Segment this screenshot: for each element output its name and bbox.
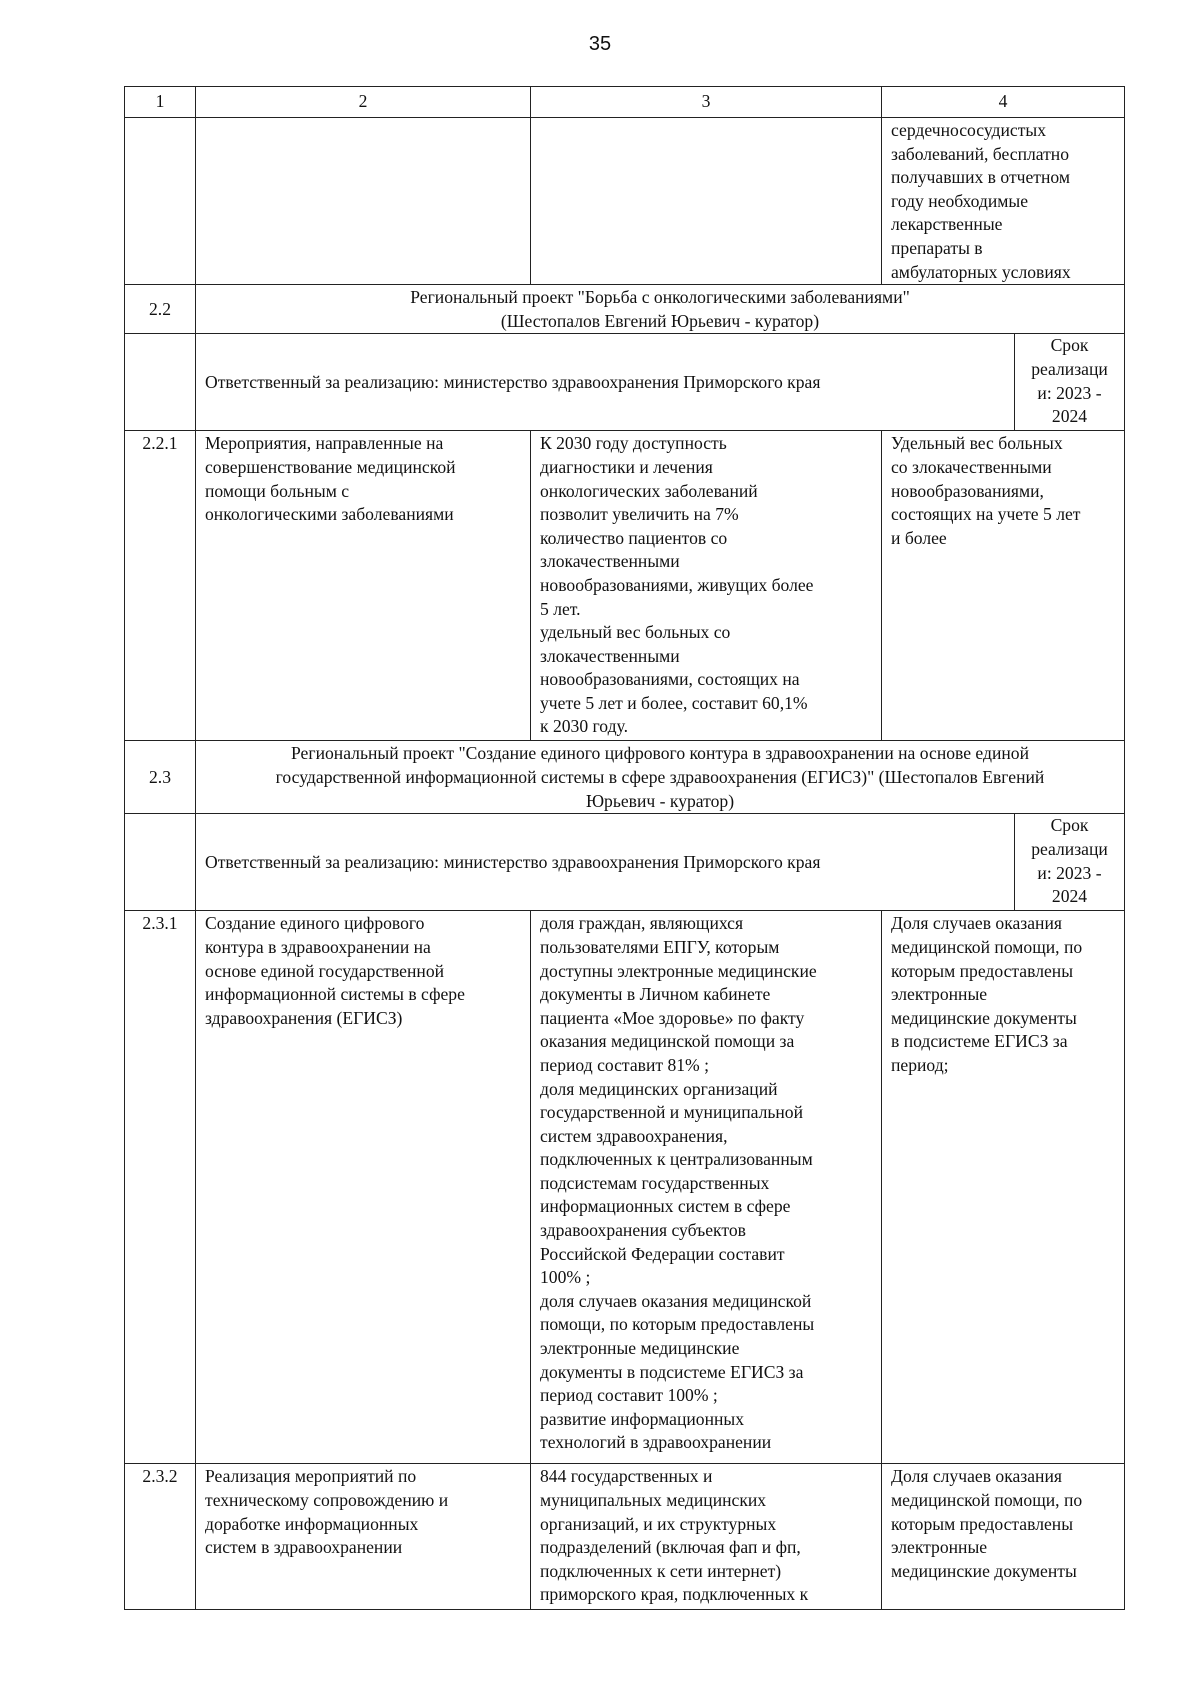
responsible-text: Ответственный за реализацию: министерство здравоохранения Приморского края (196, 334, 1015, 431)
text-line: помощи больным с (205, 480, 350, 501)
text-line: новообразованиями, (891, 480, 1044, 501)
cell-empty (125, 334, 196, 431)
page-number: 35 (588, 33, 612, 55)
text-line: период составит 81% ; (540, 1054, 709, 1075)
text-line: в подсистеме ЕГИСЗ за (891, 1031, 1068, 1052)
expected-result (531, 911, 882, 1464)
text-line: доля случаев оказания медицинской (540, 1290, 812, 1311)
cell-empty (125, 118, 196, 285)
text-line: со злокачественными (891, 456, 1052, 477)
text-line: здравоохранения (ЕГИСЗ) (205, 1007, 403, 1028)
text-line: количество пациентов со (540, 527, 728, 548)
text-line: доработке информационных (205, 1513, 419, 1534)
text-line: подключенных к централизованным (540, 1149, 813, 1170)
section-number: 2.2 (125, 285, 196, 334)
text-line: амбулаторных условиях (891, 261, 1071, 282)
text-line: сердечнососудистых (891, 120, 1047, 140)
cell-indicator (882, 118, 1125, 285)
implementation-term (1015, 814, 1125, 911)
responsible-row-2-2 (125, 334, 1125, 431)
text-line: доступны электронные медицинские (540, 960, 817, 981)
row-number: 2.3.2 (125, 1464, 196, 1610)
section-number: 2.3 (125, 741, 196, 814)
text-line: реализаци (1031, 358, 1108, 379)
text-line: медицинские документы (891, 1560, 1077, 1581)
text-line: онкологических заболеваний (540, 480, 758, 501)
text-line: Региональный проект "Создание единого цифрового контура в здравоохранении на основе единой (291, 743, 1030, 764)
text-line: медицинской помощи, по (891, 936, 1083, 957)
text-line: электронные медицинские (540, 1338, 740, 1359)
text-line: злокачественными (540, 645, 680, 666)
text-line: период; (891, 1054, 949, 1075)
text-line: Юрьевич - куратор) (585, 790, 735, 811)
measure-name (196, 431, 531, 741)
responsible-text: Ответственный за реализацию: министерство здравоохранения Приморского края (196, 814, 1015, 911)
text-line: Срок (1050, 335, 1089, 356)
text-line: помощи, по которым предоставлены (540, 1314, 815, 1335)
text-line: документы в подсистеме ЕГИСЗ за (540, 1361, 804, 1382)
text-line: государственной информационной системы в сфере здравоохранения (ЕГИСЗ)" (Шестопалов Евгений (275, 766, 1045, 787)
text-line: новообразованиями, живущих более (540, 574, 814, 595)
text-line: медицинские документы (891, 1007, 1077, 1028)
text-line: Мероприятия, направленные на (205, 433, 444, 454)
text-line: учете 5 лет и более, составит 60,1% (540, 692, 808, 713)
text-line: К 2030 году доступность (540, 433, 727, 454)
table-row-2-3-2 (125, 1464, 1125, 1610)
expected-result (531, 1464, 882, 1610)
text-line: 844 государственных и (540, 1466, 713, 1487)
text-line: которым предоставлены (891, 1513, 1074, 1534)
text-line: Срок (1050, 815, 1089, 836)
section-row-2-3 (125, 741, 1125, 814)
text-line: и более (891, 527, 947, 548)
text-line: году необходимые (891, 190, 1029, 211)
text-line: препараты в (891, 237, 983, 258)
text-line: заболеваний, бесплатно (891, 143, 1070, 164)
text-line: лекарственные (891, 214, 1003, 235)
section-title (196, 741, 1125, 814)
row-number: 2.2.1 (125, 431, 196, 741)
text-line: информационных систем в сфере (540, 1196, 791, 1217)
text-line: диагностики и лечения (540, 456, 713, 477)
text-line: Реализация мероприятий по (205, 1466, 417, 1487)
text-line: Доля случаев оказания (891, 913, 1062, 934)
implementation-term (1015, 334, 1125, 431)
text-line: период составит 100% ; (540, 1385, 718, 1406)
header-col-1: 1 (125, 87, 196, 118)
cell-empty (196, 118, 531, 285)
text-line: доля граждан, являющихся (540, 913, 744, 934)
table-row-continuation (125, 118, 1125, 285)
measure-name (196, 1464, 531, 1610)
text-line: 5 лет. (540, 598, 581, 619)
text-line: 2024 (1051, 406, 1088, 427)
text-line: развитие информационных (540, 1408, 745, 1429)
text-line: электронные (891, 1537, 988, 1558)
text-line: пациента «Мое здоровье» по факту (540, 1007, 805, 1028)
text-line: 100% ; (540, 1267, 591, 1288)
text-line: систем в здравоохранении (205, 1537, 403, 1558)
text-line: пользователями ЕПГУ, которым (540, 936, 780, 957)
text-line: документы в Личном кабинете (540, 984, 771, 1005)
text-line: состоящих на учете 5 лет (891, 504, 1081, 525)
section-title-line: Региональный проект "Борьба с онкологическими заболеваниями" (410, 287, 910, 308)
text-line: к 2030 году. (540, 716, 628, 737)
measure-name (196, 911, 531, 1464)
text-line: здравоохранения субъектов (540, 1220, 746, 1241)
cell-empty (531, 118, 882, 285)
cell-empty (125, 814, 196, 911)
text-line: злокачественными (540, 551, 680, 572)
header-col-4: 4 (882, 87, 1125, 118)
header-row (125, 87, 1125, 118)
text-line: приморского края, подключенных к (540, 1584, 809, 1605)
text-line: и: 2023 - (1037, 862, 1102, 883)
text-line: онкологическими заболеваниями (205, 504, 454, 525)
table-row-2-2-1 (125, 431, 1125, 741)
text-line: контура в здравоохранении на (205, 936, 431, 957)
text-line: реализаци (1031, 838, 1108, 859)
section-title (196, 285, 1125, 334)
indicator (882, 911, 1125, 1464)
header-col-3: 3 (531, 87, 882, 118)
text-line: получавших в отчетном (891, 167, 1070, 188)
responsible-row-2-3 (125, 814, 1125, 911)
text-line: 2024 (1051, 886, 1088, 907)
indicator (882, 431, 1125, 741)
text-line: Создание единого цифрового (205, 913, 425, 934)
section-row-2-2 (125, 285, 1125, 334)
text-line: Удельный вес больных (891, 433, 1063, 454)
text-line: подключенных к сети интернет) (540, 1560, 782, 1581)
text-line: организаций, и их структурных (540, 1513, 777, 1534)
indicator (882, 1464, 1125, 1610)
text-line: муниципальных медицинских (540, 1489, 767, 1510)
row-number: 2.3.1 (125, 911, 196, 1464)
table-row-2-3-1 (125, 911, 1125, 1464)
text-line: медицинской помощи, по (891, 1489, 1083, 1510)
text-line: Российской Федерации составит (540, 1243, 785, 1264)
text-line: подсистемам государственных (540, 1172, 770, 1193)
text-line: и: 2023 - (1037, 382, 1102, 403)
measures-table (124, 86, 1125, 1610)
text-line: техническому сопровождению и (205, 1489, 449, 1510)
text-line: удельный вес больных со (540, 622, 731, 643)
text-line: позволит увеличить на 7% (540, 504, 739, 525)
text-line: государственной и муниципальной (540, 1102, 804, 1123)
expected-result (531, 431, 882, 741)
text-line: Доля случаев оказания (891, 1466, 1062, 1487)
text-line: совершенствование медицинской (205, 456, 456, 477)
text-line: электронные (891, 984, 988, 1005)
text-line: которым предоставлены (891, 960, 1074, 981)
header-col-2: 2 (196, 87, 531, 118)
text-line: систем здравоохранения, (540, 1125, 728, 1146)
text-line: информационной системы в сфере (205, 984, 465, 1005)
text-line: доля медицинских организаций (540, 1078, 778, 1099)
section-title-line: (Шестопалов Евгений Юрьевич - куратор) (500, 310, 820, 331)
text-line: подразделений (включая фап и фп, (540, 1537, 801, 1558)
text-line: новообразованиями, состоящих на (540, 669, 800, 690)
text-line: технологий в здравоохранении (540, 1432, 772, 1453)
text-line: основе единой государственной (205, 960, 445, 981)
text-line: оказания медицинской помощи за (540, 1031, 795, 1052)
